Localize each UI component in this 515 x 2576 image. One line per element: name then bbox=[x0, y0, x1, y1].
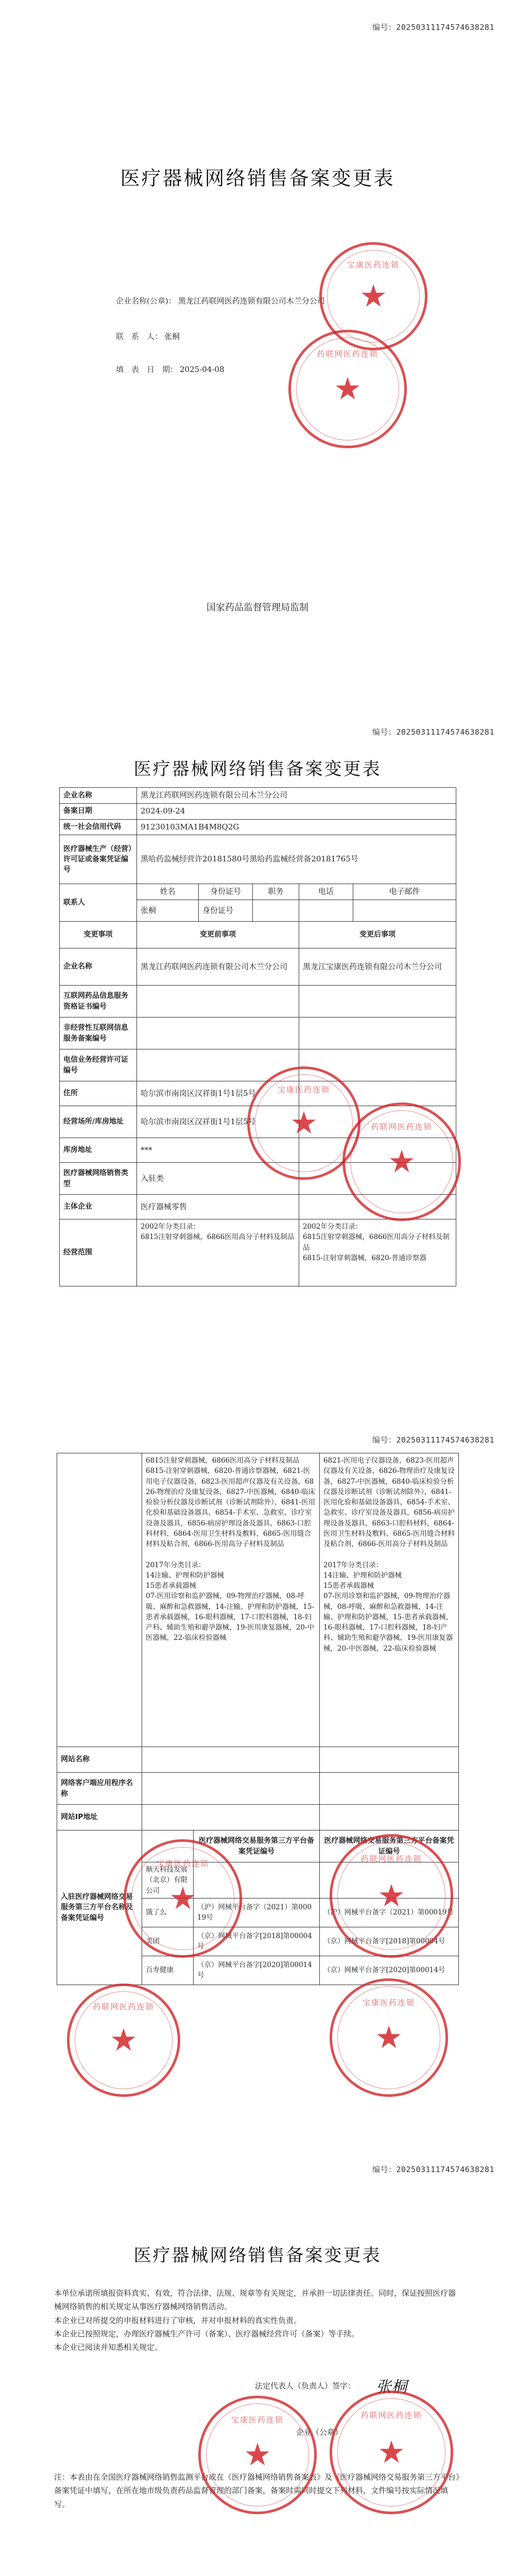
statement-paragraph: 本单位承诺所填报资料真实、有效，符合法律、法规、规章等有关规定，并承担一切法律责任。同时，保证按照医疗器械网络销售的相关规定从事医疗器械网络销售活动。 bbox=[54, 2289, 456, 2312]
cover-title: 医疗器械网络销售备案变更表 bbox=[120, 167, 395, 190]
table-row: 网站IP地址 bbox=[57, 1805, 459, 1831]
table-row: 企业名称 黑龙江药联网医药连锁有限公司木兰分公司 黑龙江宝康医药连锁有限公司木兰分公司 bbox=[60, 948, 456, 986]
form-page-1 bbox=[0, 711, 515, 1427]
company-seal-stamp-4: 宝康医药连锁 ★ bbox=[330, 1978, 448, 2097]
company-seal-stamp: 宝康医药连锁 ★ bbox=[124, 1839, 242, 1958]
company-seal-stamp: 宝康医药连锁 ★ bbox=[247, 1066, 360, 1180]
contact-header-row: 联系人 姓名 身份证号 职务 电话 电子邮件 bbox=[60, 884, 456, 900]
table-row: 经营范围 2002年分类目录： 6815注射穿刺器械，6866医用高分子材料及制品 2002年分类目录： 6815注射穿刺器械，6866医用高分子材料及制品 6815-注射穿刺器械，6820-普通诊察器 bbox=[60, 1219, 456, 1286]
serial-number: 编号：20250311174574638281 bbox=[372, 23, 494, 32]
table-row: 网络客户端应用程序名称 bbox=[57, 1773, 459, 1805]
company-seal-stamp-2: 药联网医药连锁 ★ bbox=[342, 1103, 461, 1221]
fill-date-row: 填 表 日 期： 2025-04-08 bbox=[116, 365, 225, 374]
table-row: 网站名称 bbox=[57, 1747, 459, 1773]
contact-value-row: 张桐 身份证号 bbox=[60, 900, 456, 922]
form-title: 医疗器械网络销售备案变更表 bbox=[133, 759, 382, 779]
table-row: 顺天科技发展（北京）有限公司 bbox=[57, 1862, 459, 1899]
table-row: 非经营性互联网信息服务备案编号 bbox=[60, 1018, 456, 1049]
statement-paragraph: 本企业已按照规定，办理医疗器械生产许可（备案）、医疗器械经营许可（备案）等手续。 bbox=[54, 2329, 359, 2338]
platform-header-row: 入驻医疗器械网络交易服务第三方平台名称及备案凭证编号 医疗器械网络交易服务第三方平台备案凭证编号 医疗器械网络交易服务第三方平台备案凭证编号 bbox=[57, 1831, 459, 1862]
change-header-row: 变更事项 变更前事项 变更后事项 bbox=[60, 922, 456, 948]
table-row: 电信业务经营许可证编号 bbox=[60, 1049, 456, 1081]
signature: 张桐 bbox=[376, 2378, 407, 2396]
table-row: 经营场所/库房地址 哈尔滨市南岗区汉祥街1号1层5号 bbox=[60, 1106, 456, 1138]
table-row: 医疗器械生产（经营）许可证或备案凭证编号 黑哈药监械经营许20181580号黑哈药监械经营备20181765号 bbox=[60, 835, 456, 884]
statement-title: 医疗器械网络销售备案变更表 bbox=[133, 2245, 382, 2266]
cover-page bbox=[0, 0, 515, 711]
table-row: 统一社会信用代码 91230103MA1B4M8Q2G bbox=[60, 819, 456, 835]
table-row: 企业名称 黑龙江药联网医药连锁有限公司木兰分公司 bbox=[60, 788, 456, 804]
scope-row: 6815注射穿刺器械，6866医用高分子材料及制品 6815-注射穿刺器械，6820-普通诊察器械，6821-医用电子仪器设备，6823-医用超声仪器及有关设备，6826-物理治疗及康复设备，6827-中医器械，6840-临床检验分析仪器及诊断试剂（诊断试剂除外），6841-医用化验和基础设备器具，6854-手术室、急救室、诊疗室设备及器具，6856-病房护理设备及器具，6863-口腔科材料，6864-医用卫生材料及敷料，6865-医用缝合材料及粘合剂，6866-医用高分子材料及制品 2017年分类目录： 14注输、护理和防护器械 15患者承载器械 07-医用诊察和监护器械，09-物理治疗器械，08-呼吸、麻醉和急救器械，14-注输、护理和防护器械，15-患者承载器械，16-眼科器械，17-口腔科器械，18-妇产科、辅助生殖和避孕器械，19-医用康复器械，20-中医器械，22-临床检验器械 6821-医用电子仪器设备，6823-医用超声仪器及有关设备，6826-物理治疗及康复设备，6827-中医器械，6840-临床检验分析仪器及诊断试剂（诊断试剂除外），6841-医用化验和基础设备器具，6854-手术室、急救室、诊疗室设备及器具，6856-病房护理设备及器具，6863-口腔科材料，6864-医用卫生材料及敷料，6865-医用缝合材料及粘合剂，6866-医用高分子材料及制品 2017年分类目录： 14注输、护理和防护器械 15患者承载器械 07-医用诊察和监护器械，09-物理治疗器械，08-呼吸、麻醉和急救器械，14-注输、护理和防护器械，15-患者承载器械，16-眼科器械，17-口腔科器械，18-妇产科、辅助生殖和避孕器械，19-医用康复器械，20-中医器械，22-临床检验器械 bbox=[57, 1453, 459, 1747]
statement-body bbox=[54, 2286, 461, 2354]
serial-number: 编号：20250311174574638281 bbox=[372, 727, 494, 737]
table-row: 医疗器械网络销售类型 入驻类 bbox=[60, 1163, 456, 1195]
issuer-label: 国家药品监督管理局监制 bbox=[207, 602, 308, 613]
statement-page bbox=[0, 2148, 515, 2576]
table-row: 库房地址 *** bbox=[60, 1138, 456, 1163]
serial-number: 编号：20250311174574638281 bbox=[372, 2165, 494, 2174]
form-table bbox=[59, 787, 456, 1286]
company-seal-stamp-2: 药联网医药连锁 ★ bbox=[330, 2391, 453, 2514]
serial-number: 编号：20250311174574638281 bbox=[372, 1435, 494, 1445]
table-row: 互联网药品信息服务资格证书编号 bbox=[60, 986, 456, 1018]
statement-paragraph: 本企业已阅读并知悉相关规定。 bbox=[54, 2343, 163, 2352]
seal-label: 企业（公章） bbox=[296, 2428, 343, 2437]
legal-rep-signature-row: 法定代表人（负责人）签字： bbox=[255, 2381, 356, 2391]
table-row: 饿了么 （沪）网械平台备字（2021）第00019号 （沪）网械平台备字（2021）第00019号 bbox=[57, 1898, 459, 1927]
company-seal-stamp-3: 药联网医药连锁 ★ bbox=[67, 1984, 180, 2097]
table-row: 备案日期 2024-09-24 bbox=[60, 803, 456, 819]
company-name-row: 企业名称(公章)： 黑龙江药联网医药连锁有限公司木兰分公司 bbox=[116, 296, 325, 306]
company-seal-stamp: 宝康医药连锁 ★ bbox=[198, 2396, 317, 2514]
company-seal-stamp: 宝康医药连锁 ★ bbox=[319, 242, 427, 350]
form-page-2 bbox=[0, 1427, 515, 2148]
company-seal-stamp-2: 药联网医药连锁 ★ bbox=[330, 1834, 453, 1958]
table-row: 百寿健康 （京）网械平台备字[2020]第00014号 （京）网械平台备字[2020]第00014号 bbox=[57, 1956, 459, 1985]
statement-note: 注：本表由在全国医疗器械网络销售监测平台或在《医疗器械网络销售备案表》及《医疗器械网络交易服务第三方平台》备案凭证中填写，在所在地市级负责药品监督管理的部门备案，备案时需同时提交下列材料，文件编号按实际情况填写。 bbox=[54, 2472, 460, 2509]
table-row: 主体企业 医疗器械零售 bbox=[60, 1195, 456, 1219]
contact-row: 联 系 人： 张桐 bbox=[116, 332, 180, 341]
statement-paragraph: 本企业已对所提交的申报材料进行了审核，并对申报材料的真实性负责。 bbox=[54, 2315, 302, 2325]
table-row: 美团 （京）网械平台备字[2018]第00004号 （京）网械平台备字[2018]第00004号 bbox=[57, 1927, 459, 1956]
company-seal-stamp-2: 药联网医药连锁 ★ bbox=[288, 330, 407, 448]
table-row: 住所 哈尔滨市南岗区汉祥街1号1层5号 bbox=[60, 1081, 456, 1106]
form-table-continued bbox=[57, 1453, 459, 1985]
